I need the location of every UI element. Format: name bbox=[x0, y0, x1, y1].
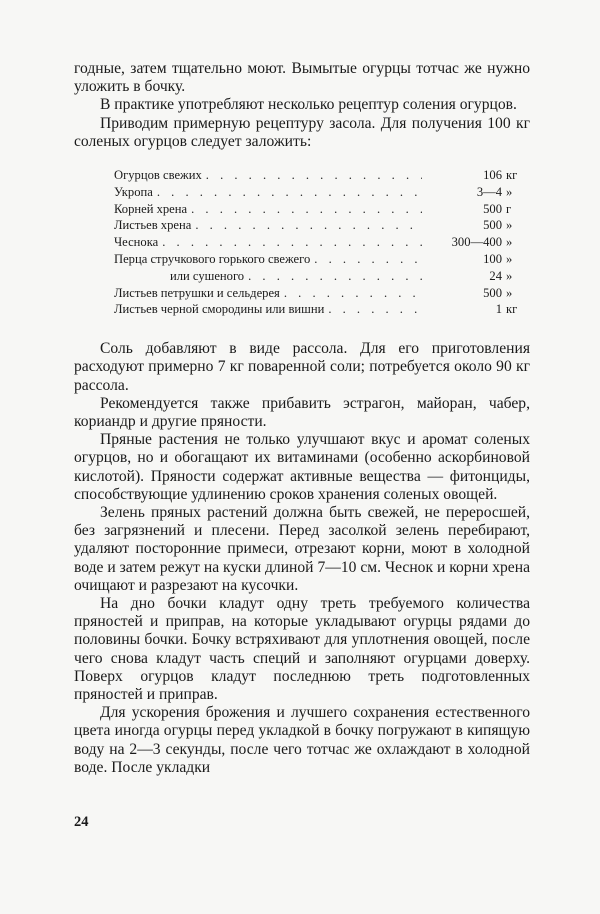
recipe-item-unit: » bbox=[506, 252, 513, 266]
leader-dots bbox=[248, 268, 422, 285]
recipe-item-name: Укропа bbox=[114, 184, 153, 199]
recipe-list bbox=[74, 167, 530, 318]
recipe-item-qty: 3—4 bbox=[476, 184, 502, 199]
paragraphs-top bbox=[74, 60, 530, 151]
recipe-item-name: или сушеного bbox=[170, 268, 245, 283]
recipe-item bbox=[114, 285, 530, 302]
leader-dots bbox=[206, 167, 422, 184]
recipe-item-qty: 106 bbox=[483, 168, 502, 183]
recipe-item-qty: 500 bbox=[483, 285, 502, 300]
leader-dots bbox=[191, 201, 422, 218]
recipe-item bbox=[114, 167, 530, 184]
recipe-item bbox=[114, 268, 530, 285]
recipe-item-unit: » bbox=[506, 218, 513, 233]
recipe-item-unit: » bbox=[506, 235, 513, 250]
recipe-item-qty: 100 bbox=[483, 252, 502, 266]
paragraph: Соль добавляют в виде рассола. Для его приготовления расходуют примерно 7 кг поваренной соли; потребуется около 90 кг рассола. bbox=[74, 340, 530, 394]
leader-dots bbox=[284, 285, 422, 302]
paragraph: В практике употребляют несколько рецептур соления огурцов. bbox=[100, 96, 517, 114]
recipe-item-qty: 24 bbox=[489, 268, 502, 283]
recipe-item bbox=[114, 184, 530, 201]
leader-dots bbox=[195, 217, 422, 234]
paragraph: Пряные растения не только улучшают вкус и аромат соленых огурцов, но и обогащают их витаминами (особенно аскорбиновой кислотой). Пряности содержат активные вещества — фитонциды, способствующие удлинению сроков хранения соленых овощей. bbox=[74, 431, 530, 503]
recipe-item-unit: г bbox=[506, 201, 512, 216]
paragraph: Для ускорения брожения и лучшего сохранения естественного цвета иногда огурцы перед укладкой в бочку погружают в кипящую воду на 2—3 секунды, после чего тотчас же охлаждают в холодной воде. После укладки bbox=[74, 704, 530, 776]
leader-dots bbox=[314, 251, 422, 268]
paragraphs-bottom bbox=[74, 340, 530, 777]
recipe-item-name: Листьев петрушки и сельдерея bbox=[114, 285, 280, 300]
recipe-item-name: Листьев черной смородины или вишни bbox=[114, 302, 325, 317]
recipe-item bbox=[114, 234, 530, 251]
leader-dots bbox=[162, 234, 422, 251]
recipe-item-qty: 500 bbox=[483, 201, 502, 216]
paragraph: Приводим примерную рецептуру засола. Для получения 100 кг соленых огурцов следует заложить: bbox=[74, 114, 530, 150]
recipe-item bbox=[114, 251, 530, 268]
leader-dots bbox=[157, 184, 422, 201]
recipe-item bbox=[114, 217, 530, 234]
paragraph: Рекомендуется также прибавить эстрагон, майоран, чабер, кориандр и другие пряности. bbox=[74, 394, 530, 430]
recipe-item-unit: » bbox=[506, 285, 513, 300]
recipe-item-name: Перца стручкового горького свежего bbox=[114, 252, 311, 266]
page-body bbox=[74, 60, 530, 777]
recipe-item-name: Огурцов свежих bbox=[114, 168, 202, 183]
recipe-item-name: Чеснока bbox=[114, 235, 159, 250]
recipe-item-unit: » bbox=[506, 184, 513, 199]
recipe-item-qty: 300—400 bbox=[451, 235, 502, 250]
page-number: 24 bbox=[74, 814, 89, 830]
paragraph: На дно бочки кладут одну треть требуемого количества пряностей и приправ, на которые укладывают огурцы рядами до половины бочки. Бочку встряхивают для уплотнения овощей, после чего снова кладут часть специй и заполняют огурцами доверху. Поверх огурцов кладут последнюю треть подготовленных пряностей и приправ. bbox=[74, 595, 530, 704]
paragraph: Зелень пряных растений должна быть свежей, не переросшей, без загрязнений и плесени. Перед засолкой зелень перебирают, удаляют посторонние примеси, отрезают корни, моют в холодной воде и затем режут на куски длиной 7—10 см. Чеснок и корни хрена очищают и разрезают на кусочки. bbox=[74, 504, 530, 594]
recipe-item bbox=[114, 201, 530, 218]
recipe-item-name: Корней хрена bbox=[114, 201, 188, 216]
recipe-item-unit: кг bbox=[506, 302, 518, 317]
leader-dots bbox=[328, 301, 422, 318]
recipe-item-name: Листьев хрена bbox=[114, 218, 192, 233]
recipe-item-qty: 500 bbox=[483, 218, 502, 233]
section-gap bbox=[74, 318, 530, 340]
paragraph: годные, затем тщательно моют. Вымытые огурцы тотчас же нужно уложить в бочку. bbox=[74, 60, 530, 96]
recipe-item bbox=[114, 301, 530, 318]
recipe-item-unit: кг bbox=[506, 168, 518, 183]
recipe-item-qty: 1 bbox=[495, 302, 502, 317]
recipe-item-unit: » bbox=[506, 268, 513, 283]
